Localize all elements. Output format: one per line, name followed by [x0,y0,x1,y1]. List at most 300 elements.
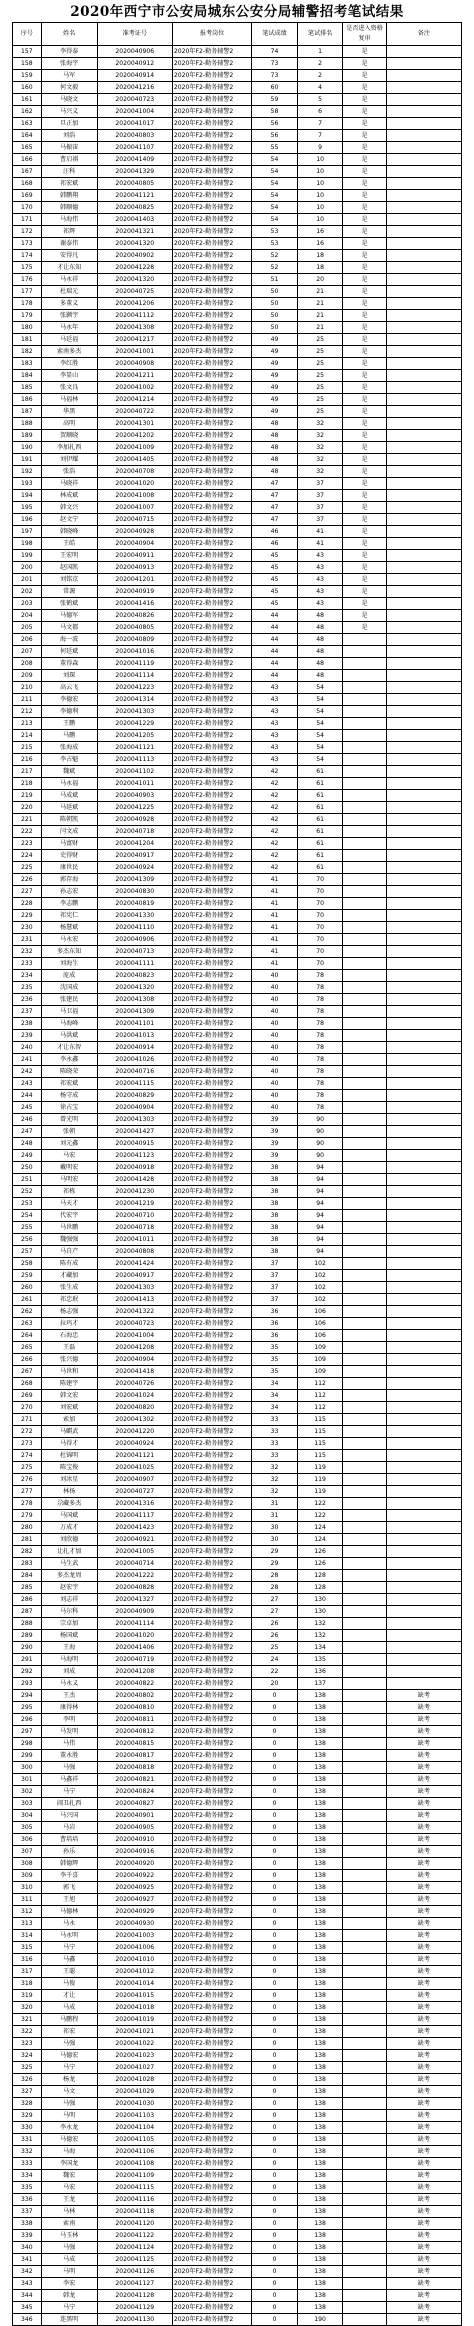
cell-index: 194 [13,490,42,502]
cell-index: 235 [13,982,42,994]
cell-position: 2020年F2-勤务辅警2 [172,1942,251,1954]
cell-index: 313 [13,1918,42,1930]
cell-review [343,2278,386,2290]
cell-remarks [386,586,461,598]
cell-remarks [386,1090,461,1102]
cell-index: 215 [13,742,42,754]
cell-name: 马玉林 [41,2230,97,2242]
table-row [13,1438,462,1450]
cell-position: 2020年F2-勤务辅警2 [172,1402,251,1414]
cell-position: 2020年F2-勤务辅警2 [172,2182,251,2194]
cell-name: 张海宇 [41,58,97,70]
cell-index: 267 [13,1366,42,1378]
cell-score: 38 [252,1246,298,1258]
cell-index: 283 [13,1558,42,1570]
cell-name: 张鹤斌 [41,598,97,610]
cell-review [343,1738,386,1750]
cell-remarks [386,94,461,106]
cell-rank: 94 [297,1186,343,1198]
cell-position: 2020年F2-勤务辅警2 [172,1126,251,1138]
cell-ticket-number: 2020041121 [97,190,172,202]
cell-ticket-number: 2020040829 [97,1090,172,1102]
cell-ticket-number: 2020041217 [97,334,172,346]
cell-name: 马宏 [41,1150,97,1162]
table-row [13,286,462,298]
table-row [13,130,462,142]
cell-index: 337 [13,2206,42,2218]
cell-position: 2020年F2-勤务辅警2 [172,2026,251,2038]
cell-score: 0 [252,2050,298,2062]
cell-name: 多杰龙周 [41,1570,97,1582]
cell-ticket-number: 2020041003 [97,1930,172,1942]
cell-rank: 138 [297,1858,343,1870]
cell-index: 289 [13,1630,42,1642]
cell-score: 0 [252,2314,298,2326]
cell-remarks [386,826,461,838]
table-row [13,106,462,118]
table-row [13,226,462,238]
cell-remarks [386,526,461,538]
cell-review: 是 [343,538,386,550]
cell-rank: 48 [297,610,343,622]
cell-name: 马林 [41,2206,97,2218]
cell-remarks [386,1354,461,1366]
cell-score: 37 [252,1270,298,1282]
cell-name: 马德宏 [41,2050,97,2062]
cell-remarks [386,1402,461,1414]
cell-ticket-number: 2020041204 [97,838,172,850]
cell-name: 李宏 [41,2278,97,2290]
table-row [13,1558,462,1570]
cell-score: 42 [252,778,298,790]
cell-review [343,2242,386,2254]
cell-position: 2020年F2-勤务辅警2 [172,2002,251,2014]
cell-rank: 138 [297,1762,343,1774]
cell-review [343,1462,386,1474]
cell-remarks: 缺考 [386,2290,461,2302]
cell-index: 309 [13,1870,42,1882]
cell-score: 32 [252,1486,298,1498]
cell-ticket-number: 2020041109 [97,2170,172,2182]
cell-index: 333 [13,2158,42,2170]
table-row [13,1954,462,1966]
cell-ticket-number: 2020041026 [97,1054,172,1066]
cell-review [343,1114,386,1126]
table-row [13,1594,462,1606]
cell-ticket-number: 2020041409 [97,154,172,166]
cell-review: 是 [343,178,386,190]
cell-score: 37 [252,1258,298,1270]
cell-name: 李德利 [41,706,97,718]
cell-score: 0 [252,2170,298,2182]
cell-score: 0 [252,2122,298,2134]
cell-remarks [386,610,461,622]
cell-remarks: 缺考 [386,1870,461,1882]
cell-name: 祁宪仁 [41,910,97,922]
cell-name: 张朝 [41,1126,97,1138]
cell-name: 何文毅 [41,82,97,94]
cell-score: 40 [252,1006,298,1018]
cell-ticket-number: 2020040908 [97,358,172,370]
cell-index: 218 [13,778,42,790]
table-row [13,382,462,394]
table-row [13,166,462,178]
cell-name: 祁辉 [41,226,97,238]
cell-name: 陈朝凯 [41,814,97,826]
cell-remarks: 缺考 [386,2218,461,2230]
cell-review [343,994,386,1006]
cell-score: 0 [252,2002,298,2014]
cell-index: 184 [13,370,42,382]
cell-position: 2020年F2-勤务辅警2 [172,2206,251,2218]
cell-position: 2020年F2-勤务辅警2 [172,874,251,886]
cell-index: 341 [13,2254,42,2266]
table-row [13,2194,462,2206]
cell-score: 0 [252,2302,298,2314]
cell-ticket-number: 2020040925 [97,1882,172,1894]
cell-rank: 119 [297,1486,343,1498]
table-row [13,838,462,850]
cell-position: 2020年F2-勤务辅警2 [172,1306,251,1318]
cell-rank: 94 [297,1198,343,1210]
cell-name: 索加 [41,1414,97,1426]
cell-ticket-number: 2020040920 [97,1858,172,1870]
cell-remarks: 缺考 [386,1894,461,1906]
cell-score: 58 [252,106,298,118]
cell-rank: 9 [297,142,343,154]
cell-index: 314 [13,1930,42,1942]
cell-name: 让扎才加 [41,1546,97,1558]
cell-remarks [386,502,461,514]
cell-ticket-number: 2020040708 [97,466,172,478]
table-row [13,982,462,994]
cell-remarks [386,1150,461,1162]
cell-rank: 112 [297,1378,343,1390]
cell-remarks: 缺考 [386,1798,461,1810]
cell-rank: 7 [297,118,343,130]
cell-score: 0 [252,2098,298,2110]
cell-remarks [386,1378,461,1390]
cell-remarks [386,46,461,58]
cell-score: 39 [252,1126,298,1138]
cell-ticket-number: 2020041112 [97,310,172,322]
cell-remarks [386,1450,461,1462]
cell-index: 284 [13,1570,42,1582]
cell-position: 2020年F2-勤务辅警2 [172,1138,251,1150]
cell-review: 是 [343,154,386,166]
cell-score: 29 [252,1546,298,1558]
cell-score: 38 [252,1198,298,1210]
cell-index: 279 [13,1510,42,1522]
table-row [13,466,462,478]
cell-position: 2020年F2-勤务辅警2 [172,202,251,214]
cell-position: 2020年F2-勤务辅警2 [172,1726,251,1738]
cell-name: 祁宏斌 [41,1078,97,1090]
cell-score: 41 [252,874,298,886]
cell-position: 2020年F2-勤务辅警2 [172,922,251,934]
table-row [13,1366,462,1378]
table-row [13,262,462,274]
cell-position: 2020年F2-勤务辅警2 [172,814,251,826]
cell-rank: 70 [297,874,343,886]
cell-remarks [386,70,461,82]
cell-rank: 70 [297,922,343,934]
cell-rank: 1 [297,46,343,58]
cell-remarks [386,250,461,262]
cell-index: 270 [13,1402,42,1414]
table-row [13,1426,462,1438]
cell-rank: 109 [297,1354,343,1366]
cell-ticket-number: 2020040928 [97,814,172,826]
cell-ticket-number: 2020041208 [97,1666,172,1678]
cell-remarks [386,286,461,298]
cell-review [343,874,386,886]
cell-position: 2020年F2-勤务辅警2 [172,274,251,286]
cell-index: 172 [13,226,42,238]
table-row [13,1006,462,1018]
cell-ticket-number: 2020040924 [97,1438,172,1450]
table-row [13,1018,462,1030]
cell-rank: 138 [297,1918,343,1930]
cell-remarks: 缺考 [386,2038,461,2050]
cell-position: 2020年F2-勤务辅警2 [172,358,251,370]
cell-index: 225 [13,862,42,874]
cell-name: 马富财 [41,838,97,850]
cell-position: 2020年F2-勤务辅警2 [172,1318,251,1330]
cell-name: 祁宏斌 [41,178,97,190]
table-row [13,1318,462,1330]
cell-index: 249 [13,1150,42,1162]
cell-review: 是 [343,598,386,610]
cell-score: 0 [252,2014,298,2026]
cell-review [343,1030,386,1042]
cell-name: 杨慧斌 [41,922,97,934]
cell-index: 298 [13,1738,42,1750]
table-row [13,706,462,718]
cell-ticket-number: 2020040719 [97,1654,172,1666]
cell-rank: 115 [297,1414,343,1426]
cell-position: 2020年F2-勤务辅警2 [172,1546,251,1558]
cell-name: 马海峰 [41,1018,97,1030]
cell-remarks [386,898,461,910]
cell-ticket-number: 2020041308 [97,322,172,334]
table-row [13,610,462,622]
cell-remarks [386,1318,461,1330]
cell-index: 255 [13,1222,42,1234]
cell-review: 是 [343,238,386,250]
cell-index: 248 [13,1138,42,1150]
cell-ticket-number: 2020041010 [97,1954,172,1966]
cell-review: 是 [343,358,386,370]
cell-position: 2020年F2-勤务辅警2 [172,2290,251,2302]
cell-score: 59 [252,94,298,106]
cell-position: 2020年F2-勤务辅警2 [172,1294,251,1306]
table-row [13,1090,462,1102]
cell-index: 173 [13,238,42,250]
cell-review: 是 [343,382,386,394]
cell-remarks [386,166,461,178]
cell-remarks [386,154,461,166]
table-row [13,1966,462,1978]
cell-rank: 94 [297,1174,343,1186]
cell-index: 277 [13,1486,42,1498]
cell-score: 53 [252,238,298,250]
table-row [13,502,462,514]
cell-remarks [386,1546,461,1558]
cell-score: 35 [252,1354,298,1366]
cell-ticket-number: 2020040825 [97,202,172,214]
cell-rank: 25 [297,346,343,358]
cell-review [343,2038,386,2050]
cell-position: 2020年F2-勤务辅警2 [172,2218,251,2230]
cell-ticket-number: 2020041413 [97,1294,172,1306]
cell-review [343,2302,386,2314]
table-row [13,1402,462,1414]
cell-score: 0 [252,2254,298,2266]
cell-remarks [386,1390,461,1402]
cell-rank: 138 [297,2062,343,2074]
cell-index: 192 [13,466,42,478]
cell-ticket-number: 2020040830 [97,886,172,898]
cell-review [343,670,386,682]
cell-score: 35 [252,1342,298,1354]
cell-review [343,2110,386,2122]
cell-ticket-number: 2020041211 [97,370,172,382]
cell-ticket-number: 2020041223 [97,682,172,694]
cell-name: 马晓文 [41,94,97,106]
table-row [13,1522,462,1534]
cell-review [343,2194,386,2206]
cell-review [343,1078,386,1090]
cell-remarks [386,850,461,862]
cell-review [343,1858,386,1870]
table-row [13,58,462,70]
cell-remarks [386,394,461,406]
cell-score: 46 [252,538,298,550]
table-row [13,1282,462,1294]
cell-remarks [386,190,461,202]
cell-name: 陈晓荣 [41,1066,97,1078]
cell-position: 2020年F2-勤务辅警2 [172,178,251,190]
cell-remarks [386,322,461,334]
cell-ticket-number: 2020041115 [97,2182,172,2194]
cell-rank: 138 [297,2014,343,2026]
cell-ticket-number: 2020041129 [97,2302,172,2314]
cell-name: 马宁 [41,2062,97,2074]
cell-ticket-number: 2020040716 [97,1066,172,1078]
cell-ticket-number: 2020040722 [97,406,172,418]
cell-position: 2020年F2-勤务辅警2 [172,586,251,598]
cell-index: 191 [13,454,42,466]
cell-name: 康世民 [41,862,97,874]
cell-index: 189 [13,430,42,442]
cell-review [343,2074,386,2086]
cell-name: 马天才 [41,1198,97,1210]
cell-index: 327 [13,2086,42,2098]
table-row [13,682,462,694]
cell-index: 287 [13,1606,42,1618]
cell-review [343,802,386,814]
cell-name: 才让东知 [41,262,97,274]
table-row [13,2110,462,2122]
cell-remarks [386,994,461,1006]
cell-rank: 128 [297,1570,343,1582]
cell-ticket-number: 2020040824 [97,1786,172,1798]
cell-name: 张兴德 [41,1354,97,1366]
cell-rank: 61 [297,802,343,814]
cell-ticket-number: 2020040808 [97,1246,172,1258]
cell-position: 2020年F2-勤务辅警2 [172,1738,251,1750]
cell-remarks [386,1618,461,1630]
cell-review [343,2314,386,2326]
cell-ticket-number: 2020040726 [97,1378,172,1390]
cell-position: 2020年F2-勤务辅警2 [172,1258,251,1270]
cell-name: 马世和 [41,1366,97,1378]
cell-score: 45 [252,586,298,598]
cell-position: 2020年F2-勤务辅警2 [172,58,251,70]
cell-remarks: 缺考 [386,2314,461,2326]
table-row [13,2134,462,2146]
cell-name: 刘欣德 [41,1534,97,1546]
cell-remarks: 缺考 [386,1750,461,1762]
cell-index: 320 [13,2002,42,2014]
cell-position: 2020年F2-勤务辅警2 [172,1690,251,1702]
cell-remarks [386,646,461,658]
cell-rank: 138 [297,1690,343,1702]
cell-index: 178 [13,298,42,310]
cell-score: 44 [252,634,298,646]
cell-remarks: 缺考 [386,2278,461,2290]
cell-ticket-number: 2020041320 [97,238,172,250]
cell-index: 185 [13,382,42,394]
table-row [13,1342,462,1354]
cell-review [343,1378,386,1390]
cell-name: 韩文宏 [41,1390,97,1402]
cell-name: 杨龙 [41,2074,97,2086]
cell-score: 44 [252,658,298,670]
cell-review: 是 [343,118,386,130]
cell-review [343,1306,386,1318]
cell-review: 是 [343,610,386,622]
table-row [13,1834,462,1846]
cell-review: 是 [343,490,386,502]
cell-score: 0 [252,1882,298,1894]
cell-remarks [386,694,461,706]
cell-rank: 20 [297,274,343,286]
cell-score: 38 [252,1234,298,1246]
cell-remarks [386,1258,461,1270]
cell-remarks [386,1498,461,1510]
cell-name: 才藏加 [41,1270,97,1282]
cell-review [343,1366,386,1378]
table-row [13,778,462,790]
cell-score: 43 [252,706,298,718]
cell-position: 2020年F2-勤务辅警2 [172,766,251,778]
cell-score: 33 [252,1414,298,1426]
cell-remarks [386,490,461,502]
cell-rank: 138 [297,2302,343,2314]
cell-position: 2020年F2-勤务辅警2 [172,82,251,94]
cell-position: 2020年F2-勤务辅警2 [172,262,251,274]
cell-name: 马麒武 [41,1426,97,1438]
cell-ticket-number: 2020040906 [97,934,172,946]
cell-review [343,2206,386,2218]
cell-name: 马德宏 [41,2134,97,2146]
cell-ticket-number: 2020041423 [97,1522,172,1534]
cell-review [343,1018,386,1030]
table-row [13,538,462,550]
cell-position: 2020年F2-勤务辅警2 [172,2170,251,2182]
